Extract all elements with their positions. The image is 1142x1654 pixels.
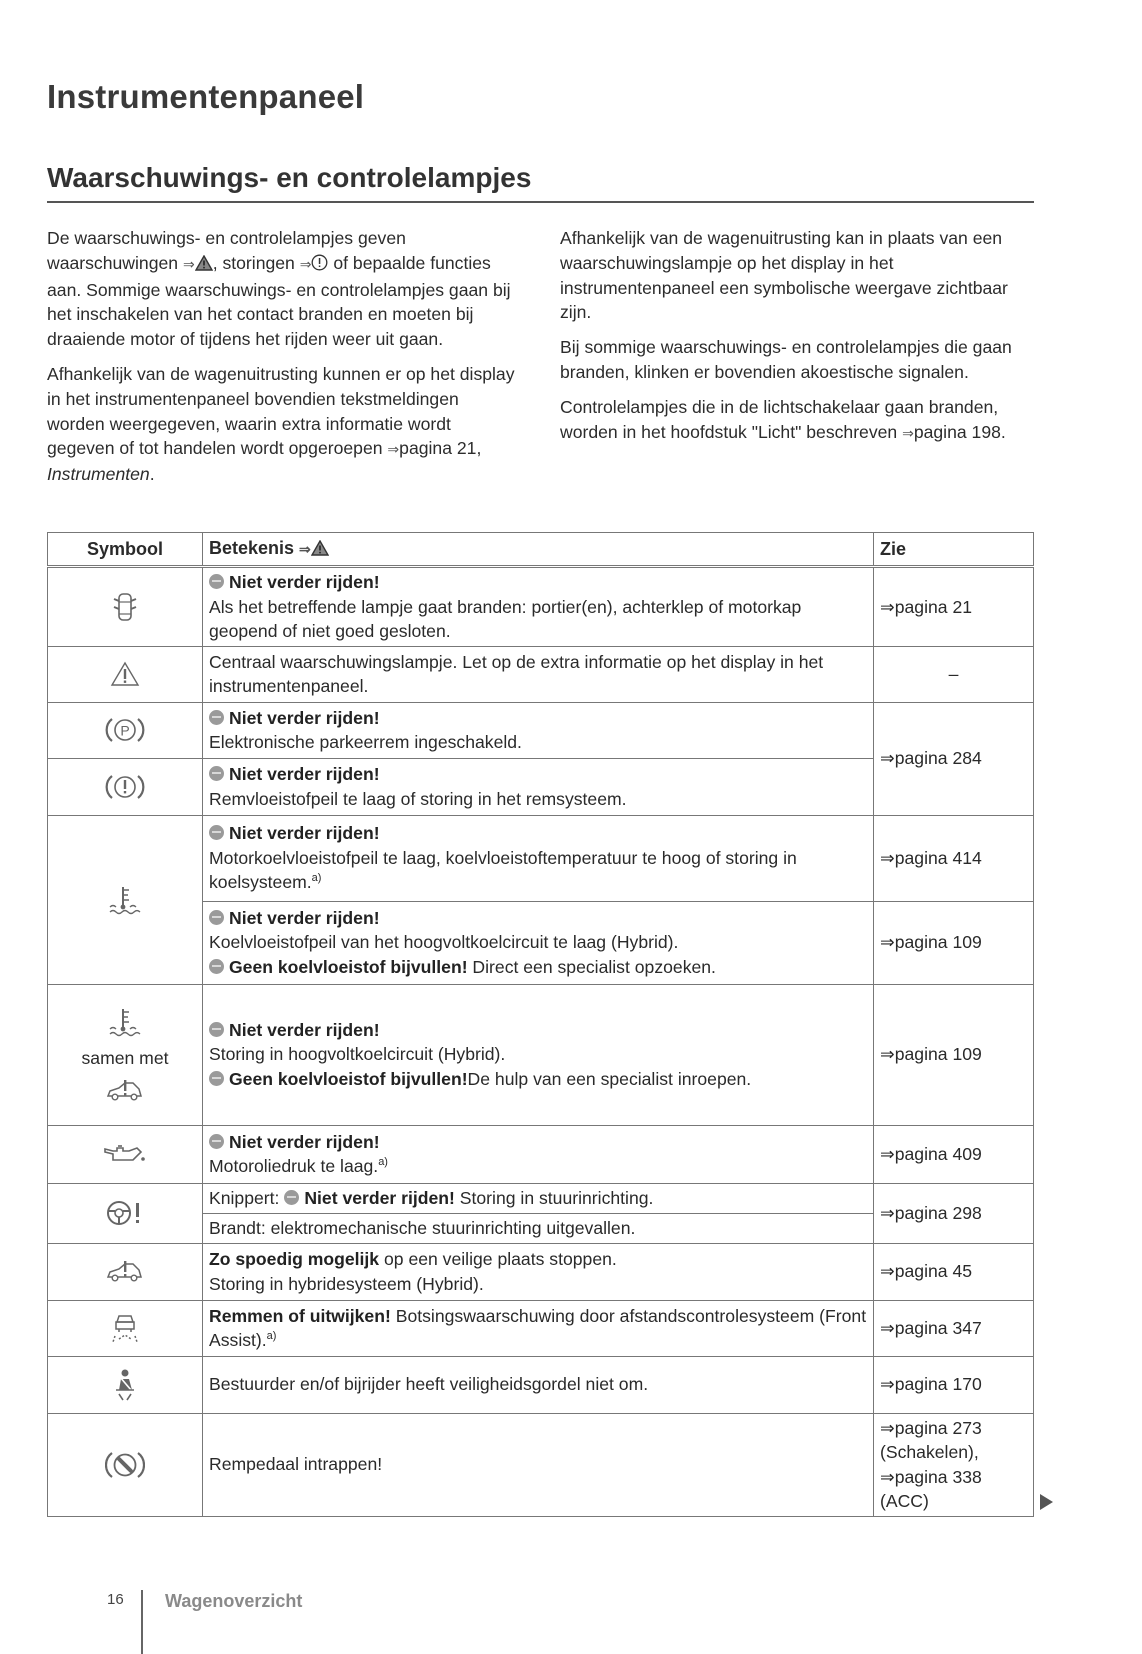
- intro-paragraph-2: Afhankelijk van de wagenuitrusting kunnen er op het display in het instrumentenpaneel bovendien tekstmeldingen worden weergegeven, waarin extra informatie wordt gegeven of tot handelen wordt opgeroepen ⇒pagina 21, Instrumenten.: [47, 363, 515, 485]
- table-row: Niet verder rijden! Koelvloeistofpeil van het hoogvoltkoelcircuit te laag (Hybrid). Geen koelvloeistof bijvullen! Direct een specialist opzoeken. ⇒pagina 109: [48, 901, 1034, 984]
- table-row: Niet verder rijden! Motorkoelvloeistofpeil te laag, koelvloeistoftemperatuur te hoog of storing in koelsysteem.$^{a)}$ ⇒pagina 414: [48, 815, 1034, 901]
- see-page-link[interactable]: ⇒pagina 109: [874, 984, 1034, 1125]
- table-row: Brandt: elektromechanische stuurinrichting uitgevallen.: [48, 1213, 1034, 1243]
- stop-icon: [209, 910, 224, 925]
- arrow-icon: ⇒: [299, 540, 311, 557]
- intro-paragraph-4: Bij sommige waarschuwings- en controlelampjes die gaan branden, klinken er bovendien akoestische signalen.: [560, 337, 1012, 382]
- stop-icon: [209, 574, 224, 589]
- see-page-links: ⇒pagina 273 (Schakelen), ⇒pagina 338 (ACC): [874, 1413, 1034, 1516]
- see-page-link[interactable]: ⇒pagina 45: [874, 1243, 1034, 1300]
- stop-icon: [209, 1134, 224, 1149]
- see-page-link[interactable]: ⇒pagina 347: [874, 1300, 1034, 1356]
- table-row: Niet verder rijden! Remvloeistofpeil te laag of storing in het remsysteem.: [48, 758, 1034, 815]
- chapter-title: Wagenoverzicht: [165, 1591, 303, 1611]
- arrow-icon: ⇒: [387, 441, 400, 458]
- door-open-icon: [48, 567, 203, 647]
- page-link[interactable]: pagina 21: [399, 438, 477, 459]
- see-page-link[interactable]: ⇒pagina 409: [874, 1125, 1034, 1183]
- table-row: Zo spoedig mogelijk op een veilige plaats stoppen. Storing in hybridesysteem (Hybrid). ⇒pagina 45: [48, 1243, 1034, 1300]
- table-row: Centraal waarschuwingslampje. Let op de extra informatie op het display in het instrumentenpaneel. –: [48, 646, 1034, 702]
- page-link[interactable]: pagina 198: [913, 421, 1001, 442]
- stop-icon: [209, 825, 224, 840]
- coolant-icon: [54, 1006, 196, 1038]
- table-row: Rempedaal intrappen! ⇒pagina 273 (Schakelen), ⇒pagina 338 (ACC): [48, 1413, 1034, 1516]
- brake-pedal-icon: [48, 1413, 203, 1516]
- header-see: Zie: [874, 533, 1034, 567]
- arrow-icon: ⇒: [182, 255, 195, 272]
- arrow-icon: ⇒: [902, 424, 914, 441]
- notice-circle-icon: [311, 253, 328, 278]
- see-none: –: [874, 646, 1034, 702]
- steering-fault-icon: [48, 1183, 203, 1243]
- continued-arrow-icon: [1040, 1494, 1053, 1510]
- stop-icon: [209, 1071, 224, 1086]
- svg-text:P: P: [120, 722, 130, 739]
- stop-icon: [209, 1022, 224, 1037]
- intro-paragraph-1: De waarschuwings- en controlelampjes geven waarschuwingen ⇒ , storingen ⇒ of bepaalde functies aan. Sommige waarschuwings- en controlelampjes gaan bij het inschakelen van het contact branden en moeten bij draaiende motor of tijdens het rijden weer uit gaan.: [47, 228, 511, 350]
- warning-lamps-table: [47, 532, 1034, 1517]
- page-number: 16: [107, 1591, 124, 1608]
- table-row: samen met Niet verder rijden! Storing in hoogvoltkoelcircuit (Hybrid). Geen koelvloeistof bijvullen!De hulp van een specialist inroepen. ⇒pagina 109: [48, 984, 1034, 1125]
- table-row: P Niet verder rijden! Elektronische parkeerrem ingeschakeld. ⇒pagina 284: [48, 702, 1034, 758]
- header-meaning: Betekenis ⇒: [203, 533, 874, 567]
- table-row: Knippert: Niet verder rijden! Storing in stuurinrichting. ⇒pagina 298: [48, 1183, 1034, 1213]
- parking-brake-icon: [48, 702, 203, 758]
- section-divider: [47, 201, 1034, 203]
- warning-triangle-icon: [311, 538, 329, 563]
- warning-triangle-icon: [195, 253, 213, 278]
- see-page-link[interactable]: ⇒pagina 414: [874, 815, 1034, 901]
- see-page-link[interactable]: ⇒pagina 109: [874, 901, 1034, 984]
- see-page-link[interactable]: ⇒pagina 21: [874, 567, 1034, 647]
- table-header-row: [48, 533, 1034, 567]
- stop-icon: [209, 766, 224, 781]
- brake-system-icon: [48, 758, 203, 815]
- front-assist-icon: [48, 1300, 203, 1356]
- intro-paragraph-5: Controlelampjes die in de lichtschakelaar gaan branden, worden in het hoofdstuk "Licht" beschreven ⇒pagina 198.: [560, 396, 1006, 442]
- intro-paragraph-3: Afhankelijk van de wagenuitrusting kan in plaats van een waarschuwingslampje op het display in het instrumentenpaneel een symbolische weergave zichtbaar zijn.: [560, 228, 1008, 323]
- see-page-link[interactable]: ⇒pagina 298: [874, 1183, 1034, 1243]
- oil-pressure-icon: [48, 1125, 203, 1183]
- section-title: Waarschuwings- en controlelampjes: [47, 162, 532, 193]
- table-row: Niet verder rijden! Motoroliedruk te laag.$^{a)}$ ⇒pagina 409: [48, 1125, 1034, 1183]
- see-page-link[interactable]: ⇒pagina 338: [880, 1466, 982, 1487]
- stop-icon: [209, 710, 224, 725]
- see-page-link[interactable]: ⇒pagina 284: [874, 702, 1034, 815]
- header-symbol: Symbool: [48, 533, 203, 567]
- samen-met-label: samen met: [81, 1048, 169, 1069]
- coolant-icon: [48, 815, 203, 984]
- table-row: Niet verder rijden! Als het betreffende lampje gaat branden: portier(en), achterklep of motorkap geopend of niet goed gesloten. ⇒pagina 21: [48, 567, 1034, 647]
- seatbelt-icon: [48, 1356, 203, 1413]
- stop-icon: [209, 959, 224, 974]
- table-row: Bestuurder en/of bijrijder heeft veiligheidsgordel niet om. ⇒pagina 170: [48, 1356, 1034, 1413]
- coolant-hybrid-symbols: [48, 984, 203, 1125]
- footer-divider: [141, 1590, 143, 1654]
- arrow-icon: ⇒: [299, 255, 312, 272]
- table-row: Remmen of uitwijken! Botsingswaarschuwing door afstandscontrolesysteem (Front Assist).$^{a)}$ ⇒pagina 347: [48, 1300, 1034, 1356]
- intro-right-column: [560, 226, 1038, 455]
- intro-left-column: [47, 226, 517, 497]
- stop-icon: [284, 1190, 299, 1205]
- central-warning-icon: [48, 646, 203, 702]
- hybrid-system-icon: [48, 1243, 203, 1300]
- see-page-link[interactable]: ⇒pagina 170: [874, 1356, 1034, 1413]
- see-page-link[interactable]: ⇒pagina 273: [880, 1417, 982, 1438]
- hybrid-system-icon: [54, 1079, 196, 1103]
- page-title: Instrumentenpaneel: [47, 78, 365, 115]
